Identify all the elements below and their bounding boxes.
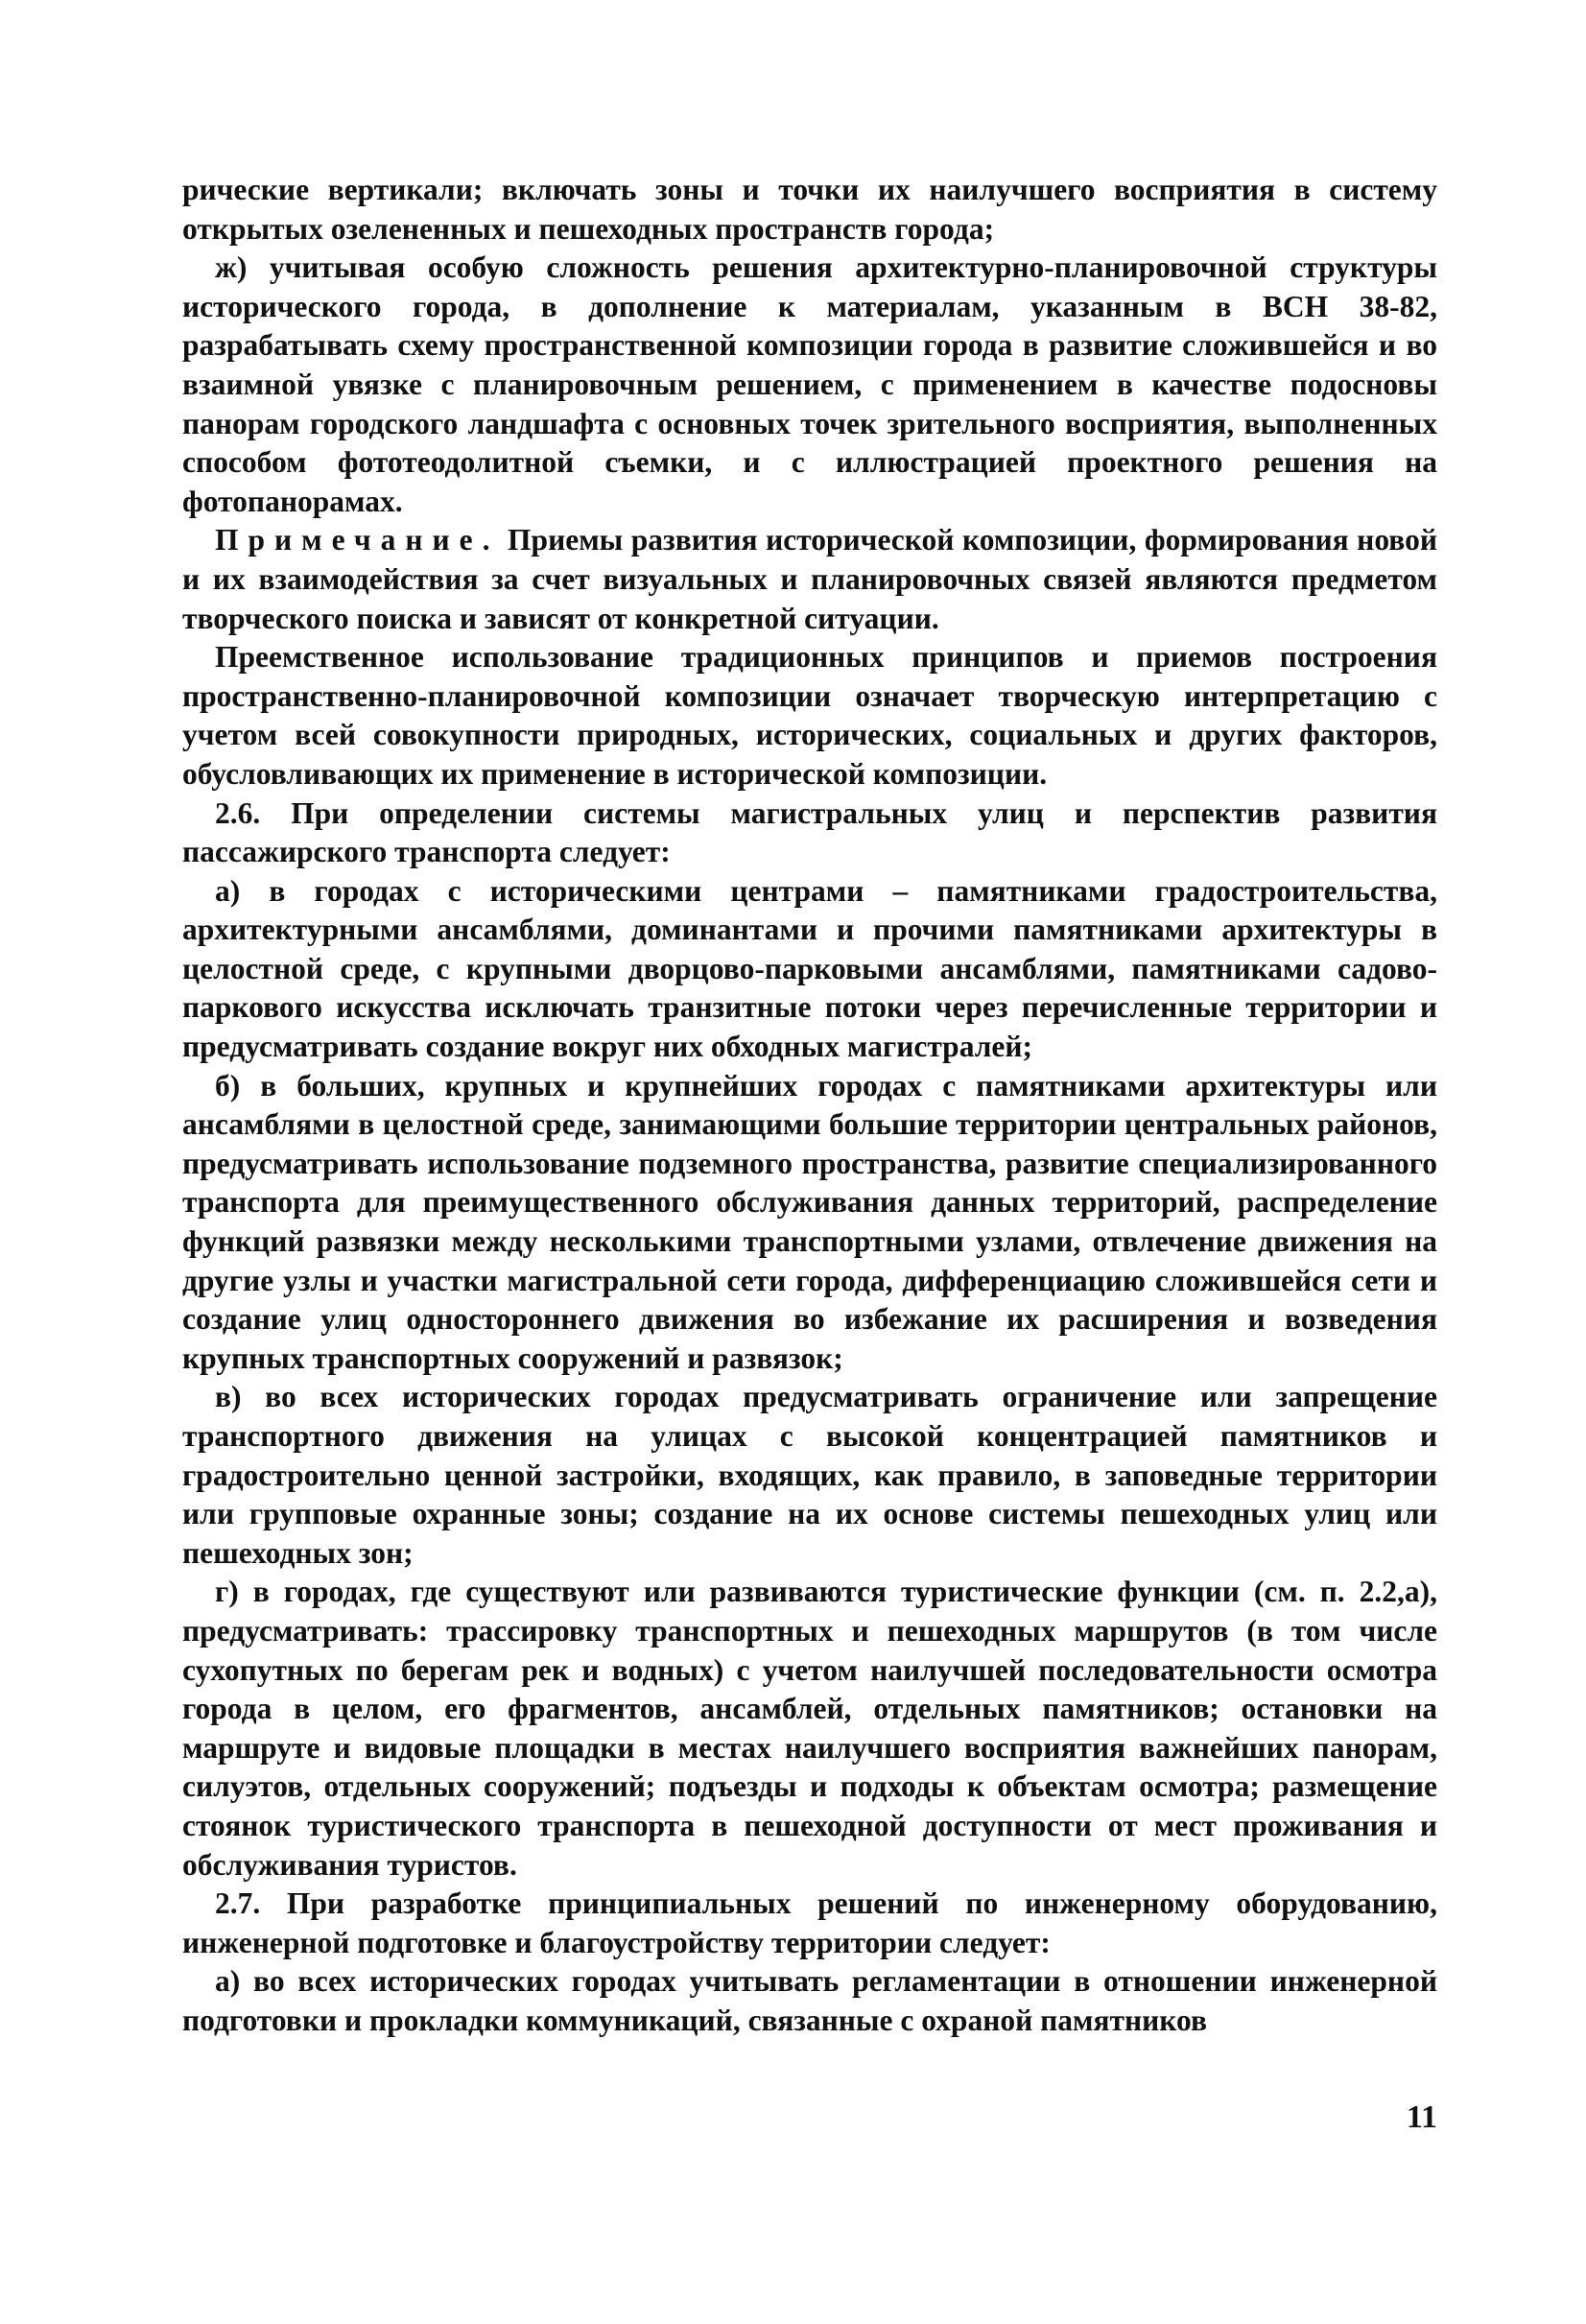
paragraph-note [182,521,1437,638]
paragraph-section-2-6-g: г) в городах, где существуют или развиваются туристические функции (см. п. 2.2,а), предусматривать: трассировку транспортных и пешеходных маршрутов (в том числе сухопутных по берегам рек и водных) с учетом наилучшей последовательности осмотра города в целом, его фрагментов, ансамблей, отдельных памятников; остановки на маршруте и видовые площадки в местах наилучшего восприятия важнейших панорам, силуэтов, отдельных сооружений; подъезды и подходы к объектам осмотра; размещение стоянок туристического транспорта в пешеходной доступности от мест проживания и обслуживания туристов. [182,1575,1437,1882]
paragraph-section-2-7: 2.7. При разработке принципиальных решений по инженерному оборудованию, инженерной подготовке и благоустройству территории следует: [182,1886,1437,1959]
page-number: 11 [1406,2099,1437,2135]
paragraph-section-2-6-v: в) во всех исторических городах предусматривать ограничение или запрещение транспортного движения на улицах с высокой концентрацией памятников и градостроительно ценной застройки, входящих, как правило, в заповедные территории или групповые охранные зоны; создание на их основе системы пешеходных улиц или пешеходных зон; [182,1380,1437,1570]
paragraph-section-2-6-b: б) в больших, крупных и крупнейших городах с памятниками архитектуры или ансамблями в целостной среде, занимающими большие территории центральных районов, предусматривать использование подземного пространства, развитие специализированного транспорта для преимущественного обслуживания данных территорий, распределение функций развязки между несколькими транспортными узлами, отвлечение движения на другие узлы и участки магистральной сети города, дифференциацию сложившейся сети и создание улиц одностороннего движения во избежание их расширения и возведения крупных транспортных сооружений и развязок; [182,1068,1437,1375]
paragraph-item-zh: ж) учитывая особую сложность решения архитектурно-планировочной структуры исторического города, в дополнение к материалам, указанным в ВСН 38-82, разрабатывать схему пространственной композиции города в развитие сложившейся и во взаимной увязке с планировочным решением, с применением в качестве подосновы панорам городского ландшафта с основных точек зрительного восприятия, выполненных способом фототеодолитной съемки, и с иллюстрацией проектного решения на фотопанорамах. [182,250,1437,518]
paragraph-section-2-7-a: а) во всех исторических городах учитывать регламентации в отношении инженерной подготовки и прокладки коммуникаций, связанные с охраной памятников [182,1964,1437,2037]
document-page [182,171,1437,2041]
paragraph-succession: Преемственное использование традиционных принципов и приемов построения пространственно-планировочной композиции означает творческую интерпретацию с учетом всей совокупности природных, исторических, социальных и других факторов, обусловливающих их применение в исторической композиции. [182,640,1437,791]
paragraph-continuation: рические вертикали; включать зоны и точки их наилучшего восприятия в систему открытых озелененных и пешеходных пространств города; [182,173,1437,246]
paragraph-section-2-6-a: а) в городах с историческими центрами – памятниками градостроительства, архитектурными ансамблями, доминантами и прочими памятниками архитектуры в целостной среде, с крупными дворцово-парковыми ансамблями, памятниками садово-паркового искусства исключать транзитные потоки через перечисленные территории и предусматривать создание вокруг них обходных магистралей; [182,873,1437,1064]
note-label: Примечание. [215,523,500,557]
note-text: Приемы развития исторической композиции, формирования новой и их взаимодействия за счет визуальных и планировочных связей являются предметом творческого поиска и зависят от конкретной ситуации. [182,523,1437,635]
paragraph-section-2-6: 2.6. При определении системы магистральных улиц и перспектив развития пассажирского транспорта следует: [182,795,1437,869]
